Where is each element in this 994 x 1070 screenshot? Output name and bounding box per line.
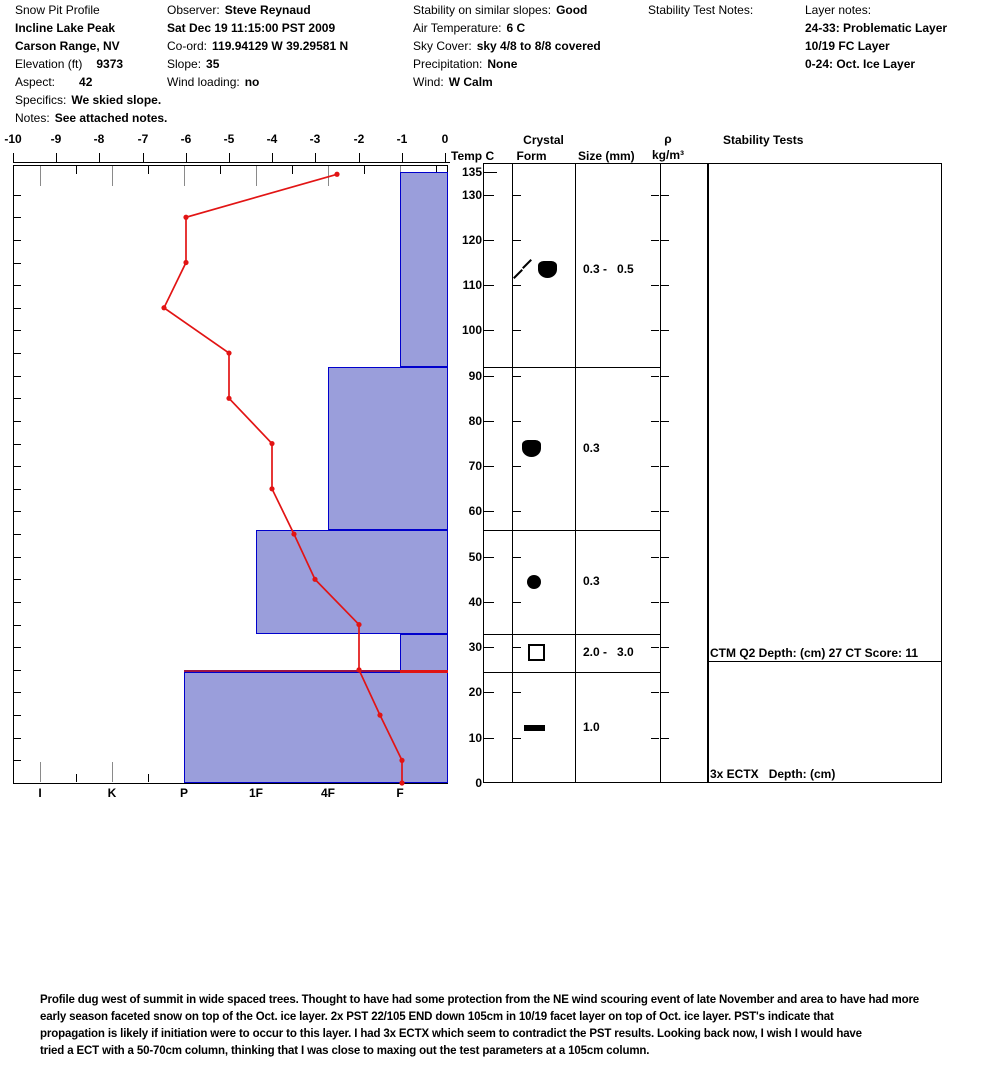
footer-line: propagation is likely if initiation were to occur to this layer. I had 3x ECTX which seem to contradict the PST results. Looking back now, I wish I would have [40, 1028, 862, 1040]
depth-tick-left [14, 625, 21, 626]
footer-line: Profile dug west of summit in wide spaced trees. Thought to have had some protection from the NE wind scouring event of late November and area to have had more [40, 994, 920, 1006]
header-label: Stability on similar slopes: [413, 3, 552, 17]
size-value: 0.3 [583, 441, 600, 455]
hardness-bar [256, 530, 448, 634]
header-column [167, 1, 411, 91]
header-label: Sky Cover: [413, 39, 472, 53]
header-label: Aspect: [15, 75, 56, 89]
depth-tick-left [14, 240, 21, 241]
header-label: Wind: [413, 75, 444, 89]
depth-column-tick [484, 511, 494, 512]
header-value: 35 [206, 57, 220, 71]
temp-axis-tick [99, 153, 100, 163]
header-column [648, 1, 804, 19]
hardness-label: 4F [320, 786, 335, 800]
hardness-minor-tick-top [76, 166, 77, 174]
size-column-tick [651, 557, 659, 558]
depth-label: 20 [468, 685, 482, 699]
size-header: Size (mm) [578, 149, 635, 163]
crystal-column-tick [513, 557, 521, 558]
depth-label: 30 [468, 640, 482, 654]
crystal-column-tick [513, 285, 521, 286]
header-label: Stability Test Notes: [648, 3, 754, 17]
hardness-label: I [38, 786, 42, 800]
depth-label: 10 [468, 731, 482, 745]
depth-label: 120 [461, 233, 482, 247]
depth-column-tick [484, 285, 494, 286]
header-value: 6 C [506, 21, 526, 35]
size-column-tick [651, 421, 659, 422]
header-label: Slope: [167, 57, 202, 71]
stability-note: 3x ECTX Depth: (cm) [710, 767, 836, 781]
depth-column-tick [484, 557, 494, 558]
hardness-gridline-top [256, 166, 257, 186]
temp-axis-tick [445, 153, 446, 163]
depth-label: 110 [462, 278, 482, 292]
depth-tick-left [14, 670, 21, 671]
header-value: 42 [79, 75, 93, 89]
crystal-column-tick [513, 421, 521, 422]
depth-tick-left [14, 534, 21, 535]
size-column-tick [651, 285, 659, 286]
crystal-column-tick [513, 692, 521, 693]
header-label: Notes: [15, 111, 50, 125]
header-value: Steve Reynaud [224, 3, 311, 17]
header-line [167, 37, 411, 55]
depth-tick-left [14, 579, 21, 580]
crystal-header-line1: Crystal [523, 133, 564, 147]
depth-label: 130 [461, 188, 482, 202]
header-value: W Calm [448, 75, 493, 89]
crystal-column-tick [513, 240, 521, 241]
hardness-gridline-top [328, 166, 329, 186]
header-line [413, 55, 647, 73]
density-column-tick [661, 330, 669, 331]
depth-column-tick [484, 330, 494, 331]
temp-tick-label: -4 [266, 132, 278, 146]
depth-tick-left [14, 557, 21, 558]
depth-label: 0 [475, 776, 482, 790]
header-line [15, 73, 165, 91]
header-value: Carson Range, NV [15, 39, 120, 53]
hardness-label: K [107, 786, 117, 800]
crystal-column-tick [513, 330, 521, 331]
hardness-minor-tick-top [148, 166, 149, 174]
temp-tick-label: -7 [137, 132, 149, 146]
depth-label: 50 [468, 550, 482, 564]
depth-column-tick [484, 466, 494, 467]
header-label: Wind loading: [167, 75, 240, 89]
hardness-minor-tick-bottom [76, 774, 77, 782]
size-column-tick [651, 738, 659, 739]
size-value: 0.3 [583, 574, 600, 588]
depth-surface-tick [484, 172, 497, 173]
hardness-minor-tick-top [364, 166, 365, 174]
crystal-open-square-icon [528, 644, 545, 661]
header-line [15, 109, 168, 127]
header-line [167, 19, 411, 37]
depth-tick-left [14, 263, 21, 264]
depth-tick-left [14, 421, 21, 422]
crystal-form-column [512, 163, 576, 783]
header-value: sky 4/8 to 8/8 covered [476, 39, 601, 53]
size-column [575, 163, 661, 783]
depth-column-tick [484, 692, 494, 693]
temp-tick-label: -8 [93, 132, 105, 146]
size-value: 1.0 [583, 720, 600, 734]
header-label: Air Temperature: [413, 21, 502, 35]
header-line [413, 1, 647, 19]
size-column-tick [651, 511, 659, 512]
density-header-line1: ρ [664, 132, 672, 146]
header-label: Elevation (ft) [15, 57, 83, 71]
temp-axis-tick [143, 153, 144, 163]
footer-line: tried a ECT with a 50-70cm column, thinking that I was close to maxing out the test parameters at a 105cm column. [40, 1045, 650, 1057]
hardness-gridline-top [184, 166, 185, 186]
row-separator [483, 530, 661, 531]
depth-tick-left [14, 692, 21, 693]
ice-layer-line [400, 670, 448, 673]
header-line [648, 1, 804, 19]
depth-label: 135 [461, 165, 482, 179]
header-line [167, 73, 411, 91]
size-column-tick [651, 602, 659, 603]
depth-column-tick [484, 602, 494, 603]
header-line [413, 73, 647, 91]
stability-tests-header: Stability Tests [723, 133, 804, 147]
density-column-tick [661, 421, 669, 422]
temp-axis-tick [186, 153, 187, 163]
crystal-column-tick [513, 376, 521, 377]
header-line [413, 37, 647, 55]
row-separator [483, 634, 661, 635]
size-value: 2.0 - 3.0 [583, 645, 634, 659]
header-line [413, 19, 647, 37]
depth-tick-left [14, 217, 21, 218]
density-column-tick [661, 692, 669, 693]
temp-axis-tick [402, 153, 403, 163]
depth-column-tick [484, 195, 494, 196]
size-column-tick [651, 466, 659, 467]
header-value: 10/19 FC Layer [805, 39, 890, 53]
header-label: Co-ord: [167, 39, 208, 53]
header-line [805, 37, 993, 55]
header-label: Observer: [167, 3, 220, 17]
depth-tick-left [14, 511, 21, 512]
depth-tick-left [14, 715, 21, 716]
density-column-tick [661, 557, 669, 558]
depth-label: 70 [468, 459, 482, 473]
header-line [805, 55, 993, 73]
temp-tick-label: 0 [441, 132, 449, 146]
depth-label: 90 [468, 369, 482, 383]
header-line [805, 1, 993, 19]
crystal-column-tick [513, 647, 521, 648]
crystal-column-tick [513, 511, 521, 512]
header-value: Sat Dec 19 11:15:00 PST 2009 [167, 21, 336, 35]
header-value: Incline Lake Peak [15, 21, 116, 35]
crystal-column-tick [513, 466, 521, 467]
depth-tick-left [14, 376, 21, 377]
density-column-tick [661, 376, 669, 377]
hardness-bar [184, 672, 448, 783]
density-column-tick [661, 738, 669, 739]
depth-label: 40 [468, 595, 482, 609]
depth-tick-left [14, 466, 21, 467]
hardness-minor-tick-bottom [148, 774, 149, 782]
density-column-tick [661, 602, 669, 603]
temp-axis-tick [359, 153, 360, 163]
depth-column-tick [484, 421, 494, 422]
hardness-bar [328, 367, 448, 530]
size-column-tick [651, 692, 659, 693]
header-value: Good [556, 3, 588, 17]
temp-tick-label: -2 [353, 132, 365, 146]
header-line [15, 19, 165, 37]
header-line [15, 91, 165, 109]
crystal-ice-bar-icon [524, 725, 545, 731]
depth-tick-left [14, 330, 21, 331]
size-column-tick [651, 376, 659, 377]
depth-column-tick [484, 738, 494, 739]
depth-tick-left [14, 353, 21, 354]
hardness-gridline-top [112, 166, 113, 186]
temp-axis-line [13, 162, 450, 163]
header-line [15, 37, 165, 55]
header-value: 9373 [96, 57, 124, 71]
header-column [15, 1, 168, 127]
depth-tick-left [14, 647, 21, 648]
temp-tick-label: -6 [180, 132, 192, 146]
stability-note: CTM Q2 Depth: (cm) 27 CT Score: 11 [710, 646, 919, 660]
depth-tick-left [14, 738, 21, 739]
size-column-tick [651, 240, 659, 241]
crystal-column-tick [513, 738, 521, 739]
depth-label: 100 [461, 323, 482, 337]
depth-tick-left [14, 602, 21, 603]
density-header-line2: kg/m³ [651, 148, 684, 162]
header-value: None [487, 57, 518, 71]
header-value: 119.94129 W 39.29581 N [212, 39, 349, 53]
temp-axis-tick [315, 153, 316, 163]
density-column-tick [661, 240, 669, 241]
density-column-tick [661, 647, 669, 648]
row-separator [483, 367, 661, 368]
header-line [15, 55, 165, 73]
header-value: 24-33: Problematic Layer [805, 21, 948, 35]
temp-tick-label: -3 [309, 132, 321, 146]
header-label: Layer notes: [805, 3, 872, 17]
size-column-tick [651, 195, 659, 196]
hardness-bar [400, 634, 448, 672]
density-column [660, 163, 708, 783]
hardness-label: 1F [248, 786, 263, 800]
temp-axis-label: Temp C [451, 149, 495, 163]
hardness-bar [400, 172, 448, 367]
depth-tick-left [14, 195, 21, 196]
depth-column-tick [484, 647, 494, 648]
stability-note-underline [708, 661, 942, 662]
size-value: 0.3 - 0.5 [583, 262, 634, 276]
temp-tick-label: -10 [4, 132, 22, 146]
header-value: no [244, 75, 260, 89]
crystal-round-blob-icon [538, 261, 557, 278]
density-column-tick [661, 466, 669, 467]
header-line [167, 1, 411, 19]
depth-tick-left [14, 308, 21, 309]
depth-tick-left [14, 285, 21, 286]
depth-tick-left [14, 398, 21, 399]
temp-axis-tick [56, 153, 57, 163]
depth-label: 80 [468, 414, 482, 428]
header-label: Specifics: [15, 93, 67, 107]
header-value: See attached notes. [54, 111, 168, 125]
temp-axis-tick [272, 153, 273, 163]
crystal-round-blob-icon [522, 440, 541, 457]
density-column-tick [661, 195, 669, 196]
depth-label: 60 [468, 504, 482, 518]
density-column-tick [661, 511, 669, 512]
header-column [413, 1, 647, 91]
depth-tick-left [14, 760, 21, 761]
depth-tick-left [14, 444, 21, 445]
crystal-column-tick [513, 195, 521, 196]
header-column [805, 1, 993, 73]
hardness-label: P [179, 786, 188, 800]
hardness-gridline-bottom [112, 762, 113, 782]
density-column-tick [661, 285, 669, 286]
temp-axis-tick [13, 153, 14, 163]
stability-tests-box [708, 163, 942, 783]
hardness-minor-tick-top [220, 166, 221, 174]
hardness-gridline-bottom [40, 762, 41, 782]
depth-tick-column [483, 163, 513, 783]
temp-tick-label: -9 [50, 132, 62, 146]
header-line [805, 19, 993, 37]
crystal-header-line2: Form [516, 149, 547, 163]
depth-column-tick [484, 240, 494, 241]
header-value: We skied slope. [71, 93, 162, 107]
header-line [15, 1, 165, 19]
header-label: Snow Pit Profile [15, 3, 100, 17]
depth-column-tick [484, 376, 494, 377]
header-label: Precipitation: [413, 57, 483, 71]
hardness-minor-tick-top [292, 166, 293, 174]
ice-layer-line [184, 670, 400, 672]
hardness-gridline-top [40, 166, 41, 186]
footer-line: early season faceted snow on top of the Oct. ice layer. 2x PST 22/105 END down 105cm in 10/19 facet layer on top of Oct. ice layer. PST's indicate that [40, 1011, 834, 1023]
temp-tick-label: -5 [223, 132, 235, 146]
depth-tick-left [14, 489, 21, 490]
header-value: 0-24: Oct. Ice Layer [805, 57, 916, 71]
header-line [167, 55, 411, 73]
size-column-tick [651, 330, 659, 331]
size-column-tick [651, 647, 659, 648]
temp-tick-label: -1 [396, 132, 408, 146]
row-separator [483, 672, 661, 673]
crystal-column-tick [513, 602, 521, 603]
hardness-label: F [396, 786, 404, 800]
crystal-filled-circle-icon [527, 575, 541, 589]
temp-axis-tick [229, 153, 230, 163]
